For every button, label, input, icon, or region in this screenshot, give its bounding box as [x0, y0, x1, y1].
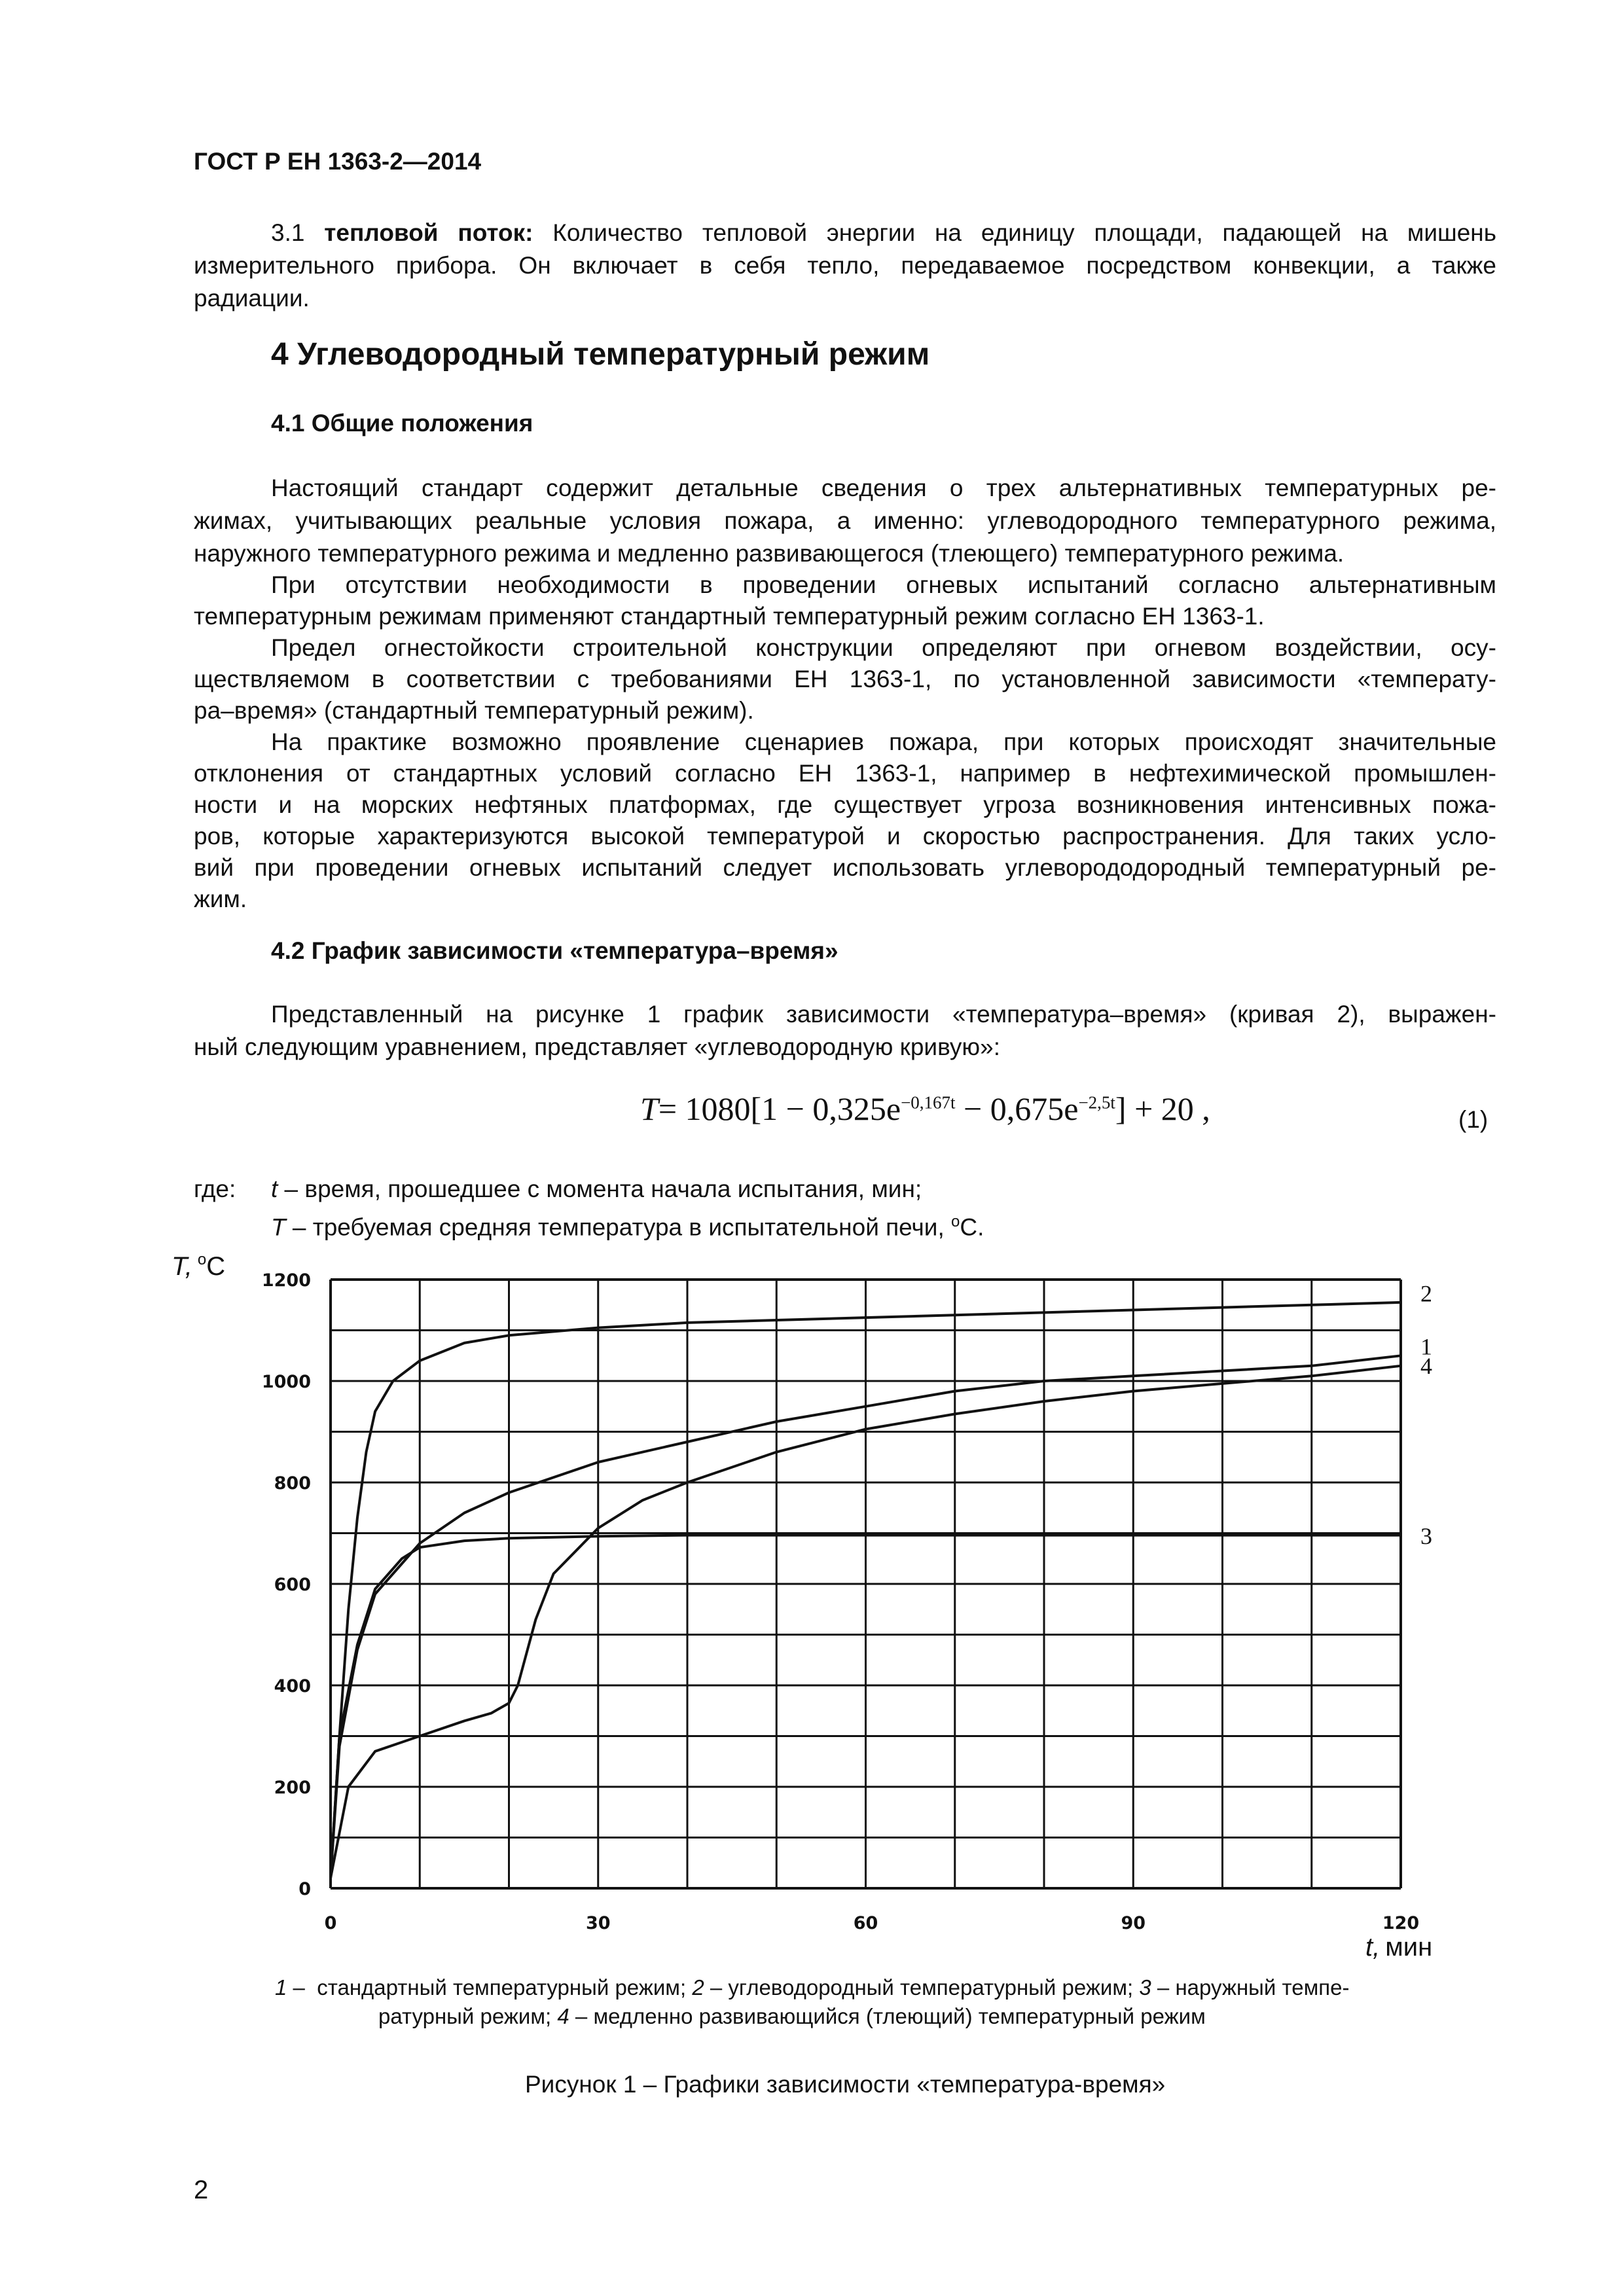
curve-label-1: 1: [1420, 1333, 1432, 1360]
legend-text: наружный темпе-: [1175, 1975, 1350, 2000]
paragraph-line: ра–время» (стандартный температурный режим).: [194, 697, 754, 724]
y-tick-label: 0: [298, 1879, 311, 1899]
legend-number: 3: [1139, 1975, 1151, 2000]
paragraph-line: отклонения от стандартных условий согласно ЕН 1363-1, например в нефтехимической промышлен-: [194, 760, 1496, 787]
x-tick-label: 90: [1121, 1913, 1146, 1933]
subsection-heading: 4.1 Общие положения: [271, 410, 533, 437]
x-tick-label: 0: [324, 1913, 337, 1933]
subsection-heading: 4.2 График зависимости «температура–время»: [271, 937, 839, 964]
legend-number: 4: [557, 2004, 569, 2028]
curve-label-2: 2: [1420, 1280, 1432, 1307]
equation-exponent: −2,5t: [1078, 1092, 1115, 1113]
paragraph-line: жимах, учитывающих реальные условия пожара, а именно: углеводородного температурного режима,: [194, 507, 1496, 534]
legend-number: 2: [692, 1975, 704, 2000]
variable-description: – требуемая средняя температура в испытательной печи,: [285, 1213, 952, 1241]
variable-description: С.: [960, 1213, 984, 1241]
figure-legend-line: 1 – стандартный температурный режим; 2 – углеводородный температурный режим; 3 – наружный темпе-: [275, 1975, 1350, 2000]
equation-number: (1): [1458, 1106, 1489, 1133]
document-header: ГОСТ Р ЕН 1363-2—2014: [194, 148, 482, 175]
equation-lhs: T: [640, 1090, 659, 1127]
term-number: 3.1: [271, 219, 305, 246]
legend-text: ратурный режим;: [378, 2004, 552, 2028]
paragraph-line: ности и на морских нефтяных платформах, где существует угроза возникновения интенсивных пожа-: [194, 791, 1496, 818]
paragraph-line: температурным режимам применяют стандартный температурный режим согласно ЕН 1363-1.: [194, 603, 1265, 630]
section-heading: 4 Углеводородный температурный режим: [271, 337, 930, 372]
figure-legend-line: ратурный режим; 4 – медленно развивающийся (тлеющий) температурный режим: [378, 2004, 1206, 2028]
y-tick-label: 600: [274, 1575, 311, 1595]
chart-curve-labels: [1420, 1281, 1432, 1549]
paragraph-line: ный следующим уравнением, представляет «углеводородную кривую»:: [194, 1033, 1001, 1060]
y-tick-label: 400: [274, 1676, 311, 1696]
x-tick-label: 60: [853, 1913, 878, 1933]
paragraph-line: На практике возможно проявление сценариев пожара, при которых происходят значительные: [271, 728, 1496, 755]
where-label: где:: [194, 1175, 236, 1202]
page-number: 2: [194, 2176, 209, 2204]
legend-text: стандартный температурный режим;: [317, 1975, 687, 2000]
equation-part: − 0,675e: [955, 1090, 1079, 1127]
paragraph-line: Предел огнестойкости строительной конструкции определяют при огневом воздействии, осу-: [271, 634, 1496, 661]
paragraph-line: Настоящий стандарт содержит детальные сведения о трех альтернативных температурных ре-: [271, 475, 1496, 501]
degree-sign: o: [951, 1213, 960, 1230]
paragraph-line: Представленный на рисунке 1 график зависимости «температура–время» (кривая 2), выражен-: [271, 1001, 1496, 1028]
curve-label-3: 3: [1420, 1523, 1432, 1550]
paragraph-line: наружного температурного режима и медленно развивающегося (тлеющего) температурного режима.: [194, 540, 1344, 567]
variable-symbol: t: [271, 1175, 278, 1202]
equation-part: = 1080[1 − 0,325e: [658, 1090, 901, 1127]
paragraph-line: ществляемом в соответствии с требованиями ЕН 1363-1, по установленной зависимости «температу-: [194, 666, 1496, 692]
x-axis-label: t, мин: [1365, 1933, 1433, 1962]
legend-text: углеводородный температурный режим;: [728, 1975, 1134, 2000]
x-tick-label: 120: [1382, 1913, 1420, 1933]
x-tick-label: 30: [585, 1913, 611, 1933]
paragraph-line: вий при проведении огневых испытаний следует использовать углеворододородный температурный ре-: [194, 854, 1496, 881]
legend-text: медленно развивающийся (тлеющий) температурный режим: [593, 2004, 1206, 2028]
term-definition-line: измерительного прибора. Он включает в себя тепло, передаваемое посредством конвекции, а также: [194, 252, 1496, 279]
legend-number: 1: [275, 1975, 287, 2000]
paragraph-line: ров, которые характеризуются высокой температурой и скоростью распространения. Для таких усло-: [194, 823, 1496, 850]
variable-symbol: T: [271, 1213, 286, 1241]
equation-exponent: −0,167t: [901, 1092, 956, 1113]
y-tick-label: 1200: [261, 1270, 311, 1291]
variable-description: – время, прошедшее с момента начала испытания, мин;: [278, 1175, 922, 1202]
y-tick-label: 1000: [261, 1372, 311, 1392]
y-axis-label: T, $^o$С: [171, 1251, 226, 1281]
y-tick-label: 200: [274, 1778, 311, 1798]
term-definition-text: Количество тепловой энергии на единицу площади, падающей на мишень: [552, 219, 1496, 246]
y-tick-label: 800: [274, 1473, 311, 1494]
term-definition-line: радиации.: [194, 285, 310, 312]
equation-part: ] + 20 ,: [1115, 1090, 1210, 1127]
curve-label-4: 4: [1420, 1352, 1432, 1379]
term-name: тепловой поток:: [324, 219, 533, 246]
figure-title: Рисунок 1 – Графики зависимости «температура-время»: [525, 2071, 1166, 2098]
paragraph-line: При отсутствии необходимости в проведении огневых испытаний согласно альтернативным: [271, 571, 1496, 598]
paragraph-line: жим.: [194, 886, 247, 912]
